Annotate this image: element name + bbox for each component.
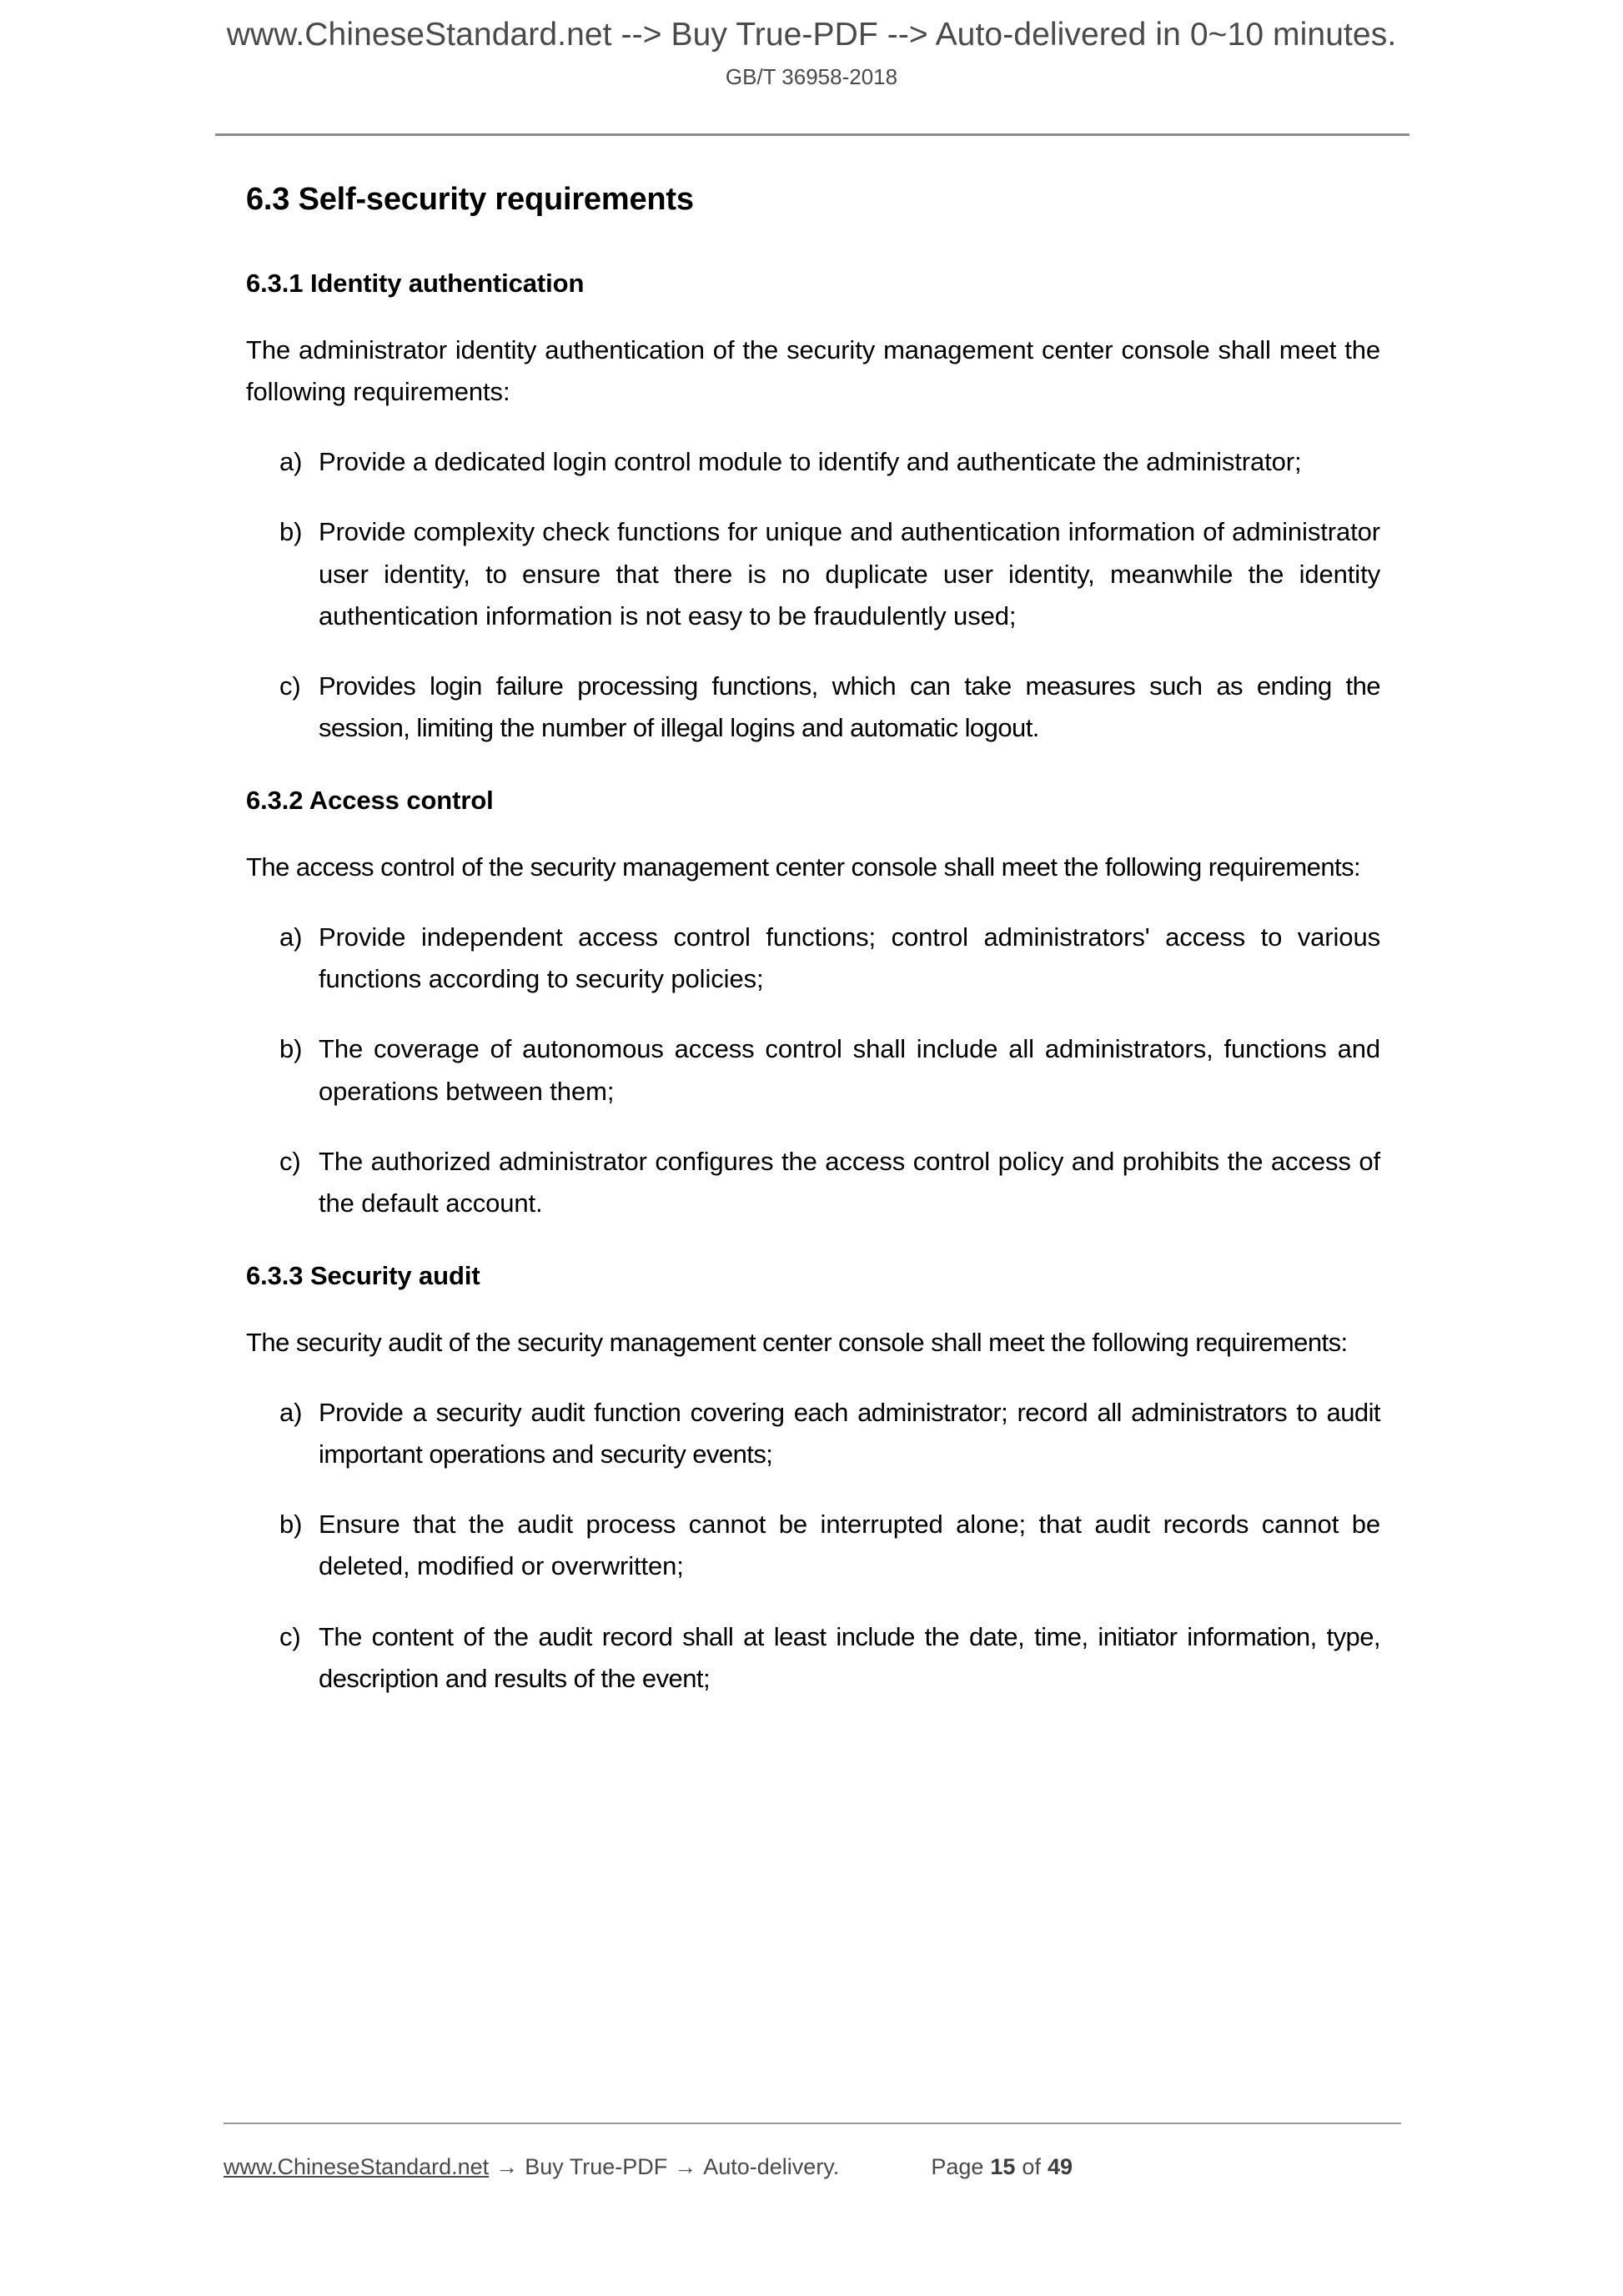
spacer (246, 413, 1380, 441)
section-title: 6.3 Self-security requirements (246, 182, 694, 217)
page-total: 49 (1047, 2154, 1073, 2179)
spacer (246, 637, 1380, 666)
spacer (246, 818, 1380, 847)
list-marker: c) (279, 1621, 301, 1651)
list-item (246, 666, 1380, 749)
page-indicator (931, 2154, 1073, 2180)
spacer (246, 301, 1380, 329)
of-label: of (1022, 2154, 1041, 2179)
requirement-list-633 (246, 1392, 1380, 1700)
subsection-heading-631: 6.3.1 Identity authentication (246, 269, 585, 299)
subsection-heading-632: 6.3.2 Access control (246, 786, 494, 816)
arrow-right-icon: → (674, 2154, 697, 2179)
header-divider (215, 133, 1409, 136)
list-item-text: The authorized administrator configures the access control policy and prohibits the access of the default account. (319, 1146, 1380, 1218)
list-item-text: The coverage of autonomous access control shall include all administrators, functions and operations between them; (319, 1034, 1380, 1106)
list-item (246, 917, 1380, 1000)
list-marker: a) (279, 447, 303, 477)
list-marker: b) (279, 517, 303, 547)
list-item (246, 1028, 1380, 1112)
spacer (246, 483, 1380, 511)
promo-banner-text: www.ChineseStandard.net --> Buy True-PDF --> Auto-delivered in 0~10 minutes. (226, 17, 1397, 53)
footer-buy-label: Buy True-PDF (525, 2154, 668, 2179)
footer-url-link[interactable]: www.ChineseStandard.net (224, 2154, 490, 2179)
page-footer (224, 2154, 1401, 2180)
list-marker: c) (279, 671, 301, 701)
spacer (246, 220, 1380, 267)
spacer (246, 888, 1380, 917)
spacer (246, 749, 1380, 784)
list-item-text: The content of the audit record shall at least include the date, time, initiator information, type, description and results of the event; (319, 1621, 1380, 1693)
requirement-list-632 (246, 917, 1380, 1224)
list-item-text: Provide a security audit function covering each administrator; record all administrators to audit important operations and security events; (319, 1397, 1380, 1469)
list-item (246, 1392, 1380, 1475)
list-item-text: Provide a dedicated login control module to identify and authenticate the administrator; (319, 447, 1302, 477)
list-item (246, 1141, 1380, 1224)
spacer (246, 1000, 1380, 1028)
spacer (246, 1294, 1380, 1322)
standard-code-text: GB/T 36958-2018 (725, 63, 898, 89)
requirement-list-631 (246, 441, 1380, 749)
spacer (246, 1475, 1380, 1504)
footer-divider (224, 2123, 1401, 2124)
page-label: Page (931, 2154, 984, 2179)
list-item-text: Ensure that the audit process cannot be interrupted alone; that audit records cannot be deleted, modified or overwritten; (319, 1510, 1380, 1581)
list-marker: a) (279, 1397, 303, 1427)
list-item-text: Provides login failure processing functions, which can take measures such as ending the session, limiting the number of illegal logins and automatic logout. (319, 671, 1380, 743)
list-marker: c) (279, 1146, 301, 1176)
subsection-heading-633: 6.3.3 Security audit (246, 1261, 480, 1291)
spacer (246, 1588, 1380, 1616)
arrow-right-icon: → (495, 2154, 519, 2179)
spacer (246, 1364, 1380, 1392)
list-item (246, 511, 1380, 637)
list-item (246, 1616, 1380, 1700)
subsection-intro-633: The security audit of the security management center console shall meet the following requirements: (246, 1327, 1348, 1357)
list-marker: b) (279, 1510, 303, 1540)
list-item (246, 1504, 1380, 1587)
list-marker: a) (279, 922, 303, 952)
page-header (0, 15, 1623, 90)
list-item-text: Provide complexity check functions for unique and authentication information of administrator user identity, to ensure that there is no duplicate user identity, meanwhile the identity authentication information is not easy to be fraudulently used; (319, 517, 1380, 631)
document-body (246, 179, 1380, 1700)
list-item-text: Provide independent access control functions; control administrators' access to various functions according to security policies; (319, 922, 1380, 994)
page-number: 15 (990, 2154, 1016, 2179)
spacer (246, 1113, 1380, 1141)
list-marker: b) (279, 1034, 303, 1064)
footer-delivery-label: Auto-delivery. (703, 2154, 840, 2179)
list-item (246, 441, 1380, 483)
footer-promo (224, 2154, 839, 2180)
subsection-intro-632: The access control of the security management center console shall meet the following requirements: (246, 852, 1361, 882)
subsection-intro-631: The administrator identity authentication of the security management center console shall meet the following requirements: (246, 334, 1380, 406)
spacer (246, 1224, 1380, 1259)
